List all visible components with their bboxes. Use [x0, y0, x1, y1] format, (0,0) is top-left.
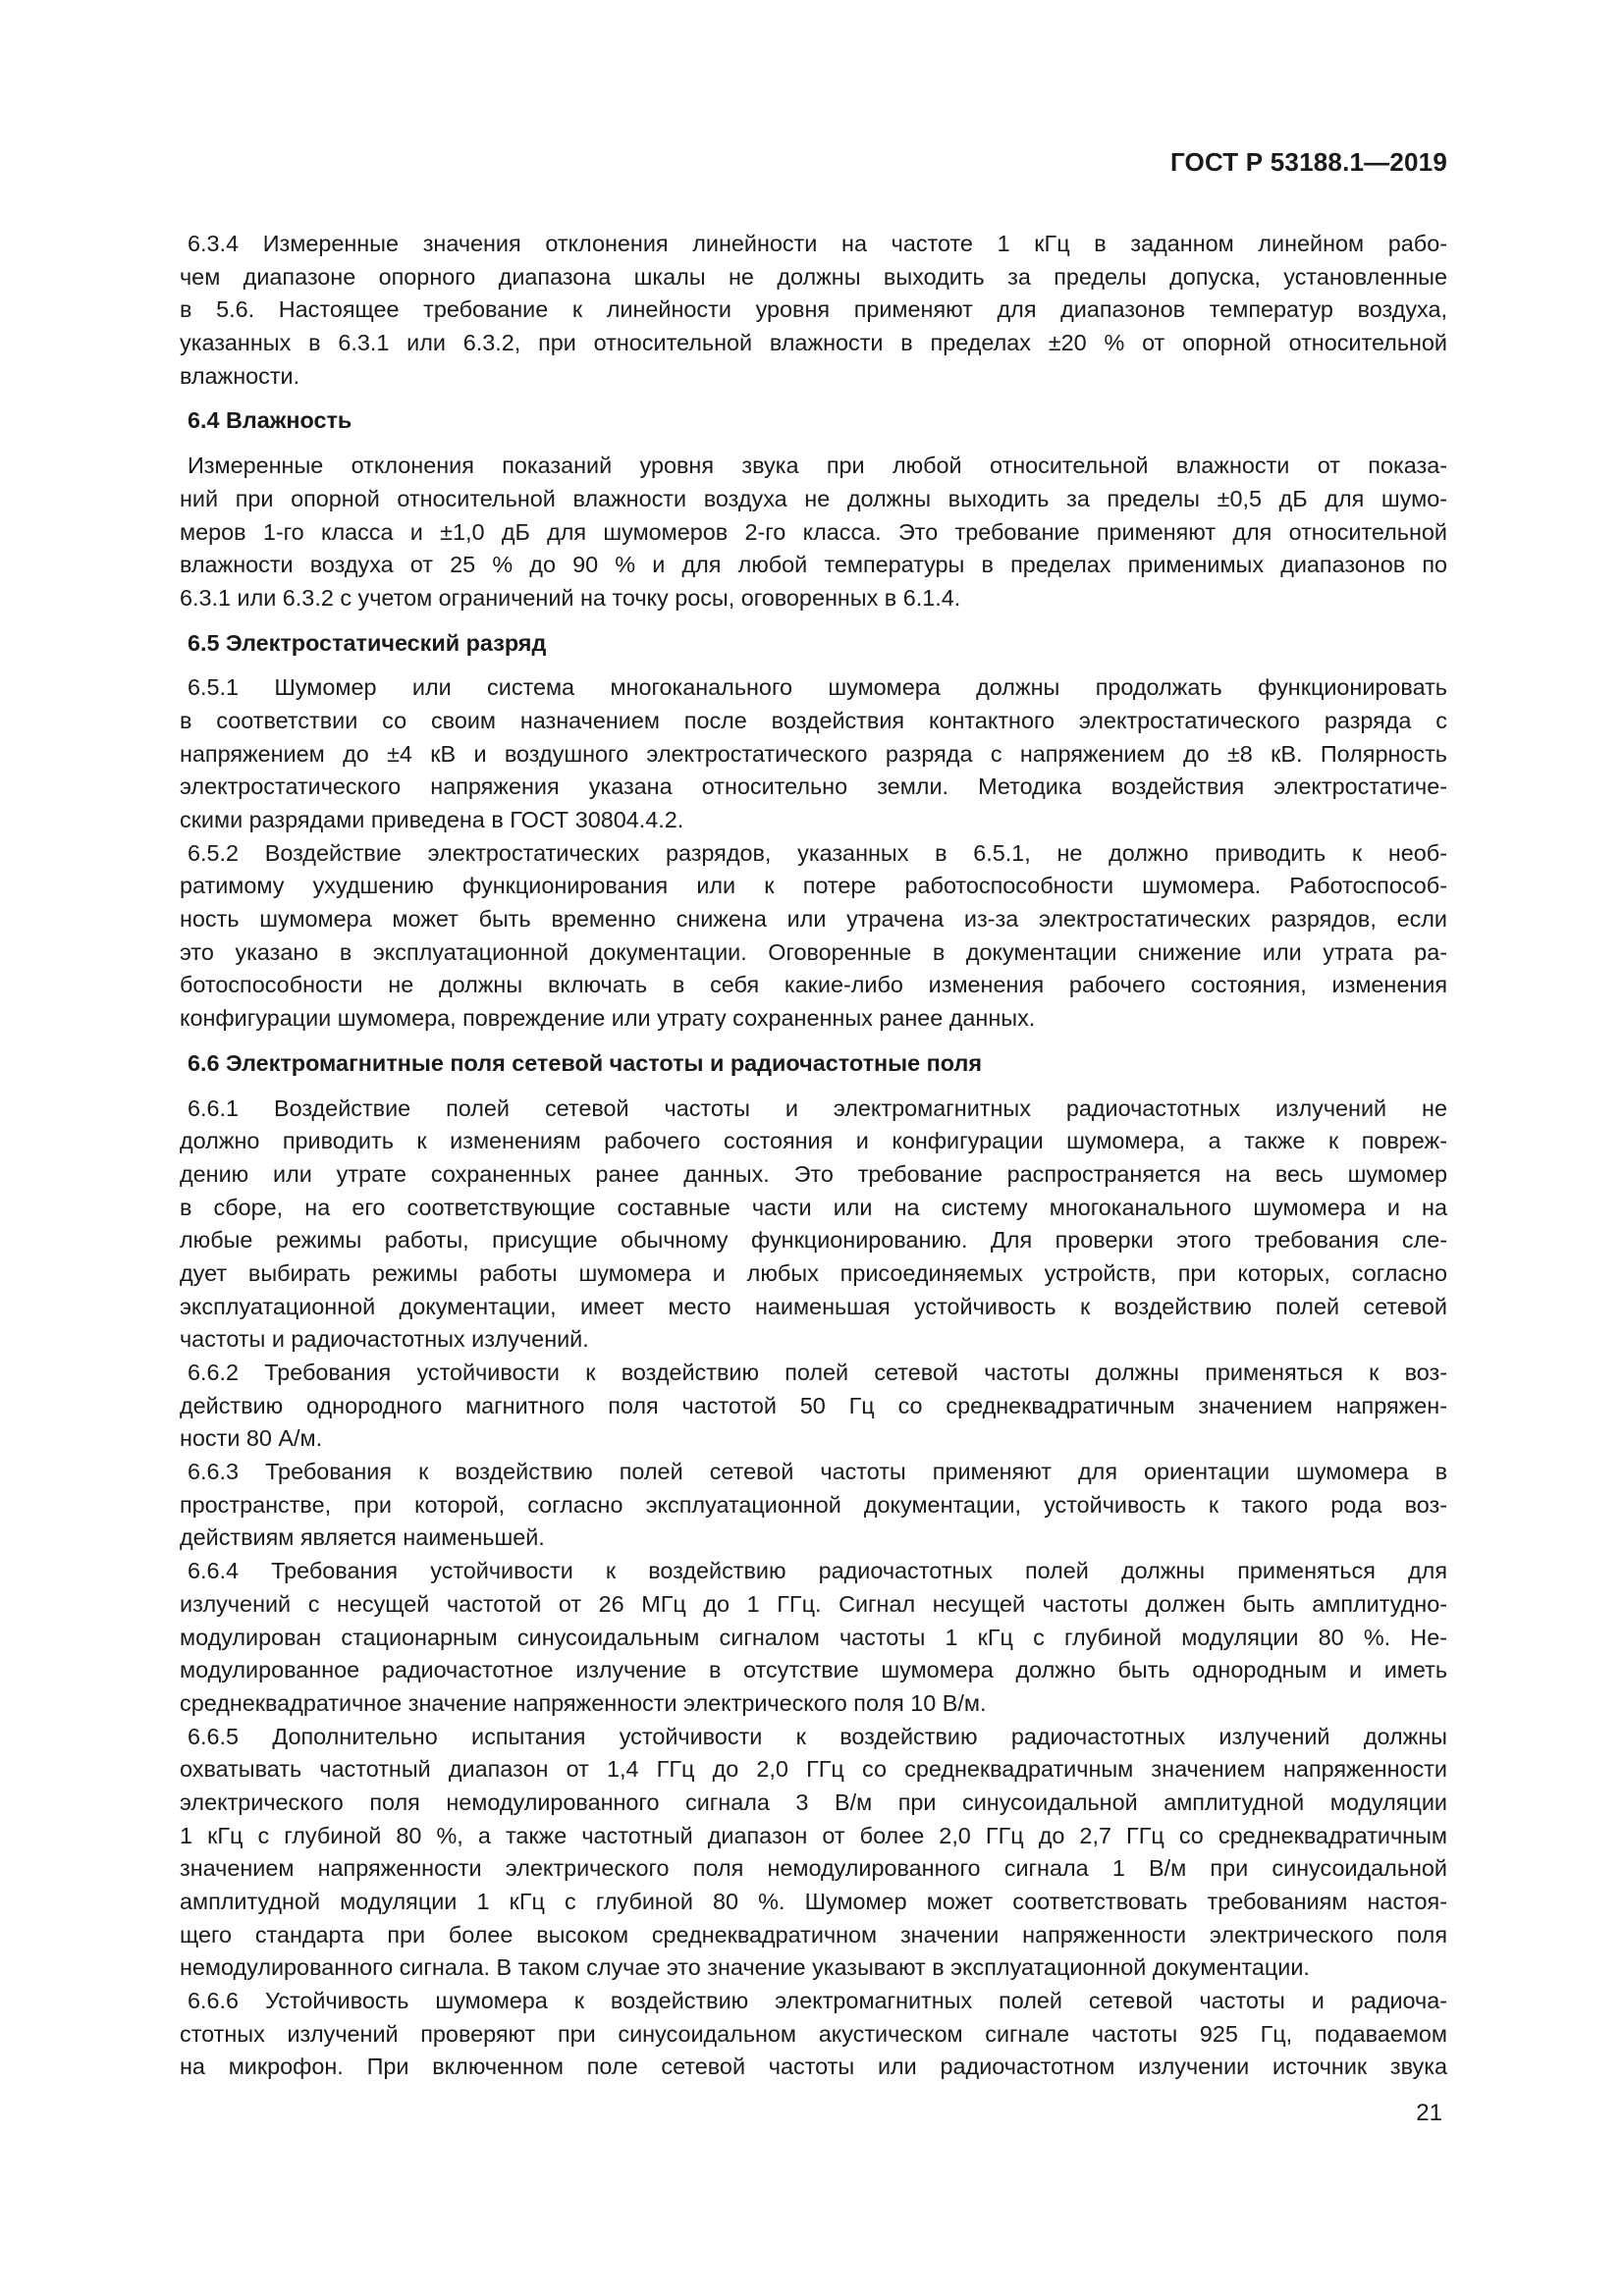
- text-line: в сборе, на его соответствующие составные части или на систему многоканального шумомера и на: [180, 1194, 1447, 1220]
- text-line: в 5.6. Настоящее требование к линейности уровня применяют для диапазонов температур воздуха,: [180, 296, 1447, 323]
- text-line: среднеквадратичное значение напряженности электрического поля 10 В/м.: [180, 1689, 987, 1716]
- text-line: напряжением до ±4 кВ и воздушного электростатического разряда с напряжением до ±8 кВ. Полярность: [180, 740, 1447, 767]
- text-line: должно приводить к изменениям рабочего состояния и конфигурации шумомера, а также к повреж-: [180, 1128, 1447, 1154]
- text-line: указанных в 6.3.1 или 6.3.2, при относительной влажности в пределах ±20 % от опорной относительной: [180, 330, 1447, 356]
- text-line: ности 80 А/м.: [180, 1425, 323, 1452]
- text-line: 6.6.4 Требования устойчивости к воздействию радиочастотных полей должны применяться для: [188, 1558, 1447, 1584]
- text-line: 6.3.4 Измеренные значения отклонения линейности на частоте 1 кГц в заданном линейном рабо-: [188, 231, 1447, 256]
- text-line: любые режимы работы, присущие обычному функционированию. Для проверки этого требования сле-: [180, 1227, 1447, 1254]
- text-line: амплитудной модуляции 1 кГц с глубиной 80 %. Шумомер может соответствовать требованиям настоя-: [180, 1889, 1447, 1915]
- text-line: стотных излучений проверяют при синусоидальном акустическом сигнале частоты 925 Гц, подаваемом: [180, 2020, 1447, 2047]
- text-line: эксплуатационной документации, имеет место наименьшая устойчивость к воздействию полей сетевой: [180, 1293, 1447, 1319]
- text-line: это указано в эксплуатационной документации. Оговоренные в документации снижение или утрата ра-: [180, 938, 1447, 965]
- text-line: действию однородного магнитного поля частотой 50 Гц со среднеквадратичным значением напряжен-: [180, 1392, 1447, 1418]
- text-line: Измеренные отклонения показаний уровня звука при любой относительной влажности от показа-: [188, 453, 1447, 479]
- text-line: меров 1-го класса и ±1,0 дБ для шумомеров 2-го класса. Это требование применяют для относительной: [180, 518, 1447, 545]
- text-line: дению или утрате сохраненных ранее данных. Это требование распространяется на весь шумомер: [180, 1160, 1447, 1187]
- paragraph: [180, 1093, 1447, 1358]
- paragraph: [180, 837, 1447, 1036]
- text-line: излучений с несущей частотой от 26 МГц до 1 ГГц. Сигнал несущей частоты должен быть амплитудно-: [180, 1590, 1447, 1617]
- text-line: электростатического напряжения указана относительно земли. Методика воздействия электростатиче-: [180, 774, 1447, 800]
- text-line: ботоспособности не должны включать в себя какие-либо изменения рабочего состояния, изменения: [180, 972, 1447, 998]
- text-line: модулирован стационарным синусоидальным сигналом частоты 1 кГц с глубиной модуляции 80 %. Не-: [180, 1624, 1447, 1650]
- paragraph: [180, 1555, 1447, 1720]
- text-line: 6.3.1 или 6.3.2 с учетом ограничений на точку росы, оговоренных в 6.1.4.: [180, 584, 961, 611]
- text-line: немодулированного сигнала. В таком случае это значение указывают в эксплуатационной документации.: [180, 1954, 1310, 1981]
- text-line: дует выбирать режимы работы шумомера и любых присоединяемых устройств, при которых, согласно: [180, 1259, 1447, 1286]
- section-heading: 6.4 Влажность: [188, 407, 352, 434]
- paragraph: [180, 1985, 1447, 2084]
- text-line: значением напряженности электрического поля немодулированного сигнала 1 В/м при синусоидальной: [180, 1855, 1447, 1882]
- text-line: ний при опорной относительной влажности воздуха не должны выходить за пределы ±0,5 дБ для шумо-: [180, 485, 1447, 511]
- text-line: ность шумомера может быть временно снижена или утрачена из-за электростатических разрядов, если: [180, 906, 1447, 933]
- page-number: 21: [1416, 2100, 1442, 2126]
- text-line: конфигурации шумомера, повреждение или утрату сохраненных ранее данных.: [180, 1005, 1036, 1032]
- text-line: 6.6.6 Устойчивость шумомера к воздействию электромагнитных полей сетевой частоты и радиоча-: [188, 1988, 1447, 2014]
- text-line: чем диапазоне опорного диапазона шкалы не должны выходить за пределы допуска, установленные: [180, 263, 1447, 290]
- text-line: пространстве, при которой, согласно эксплуатационной документации, устойчивость к такого рода воз-: [180, 1491, 1447, 1518]
- paragraph: [180, 228, 1447, 393]
- text-line: скими разрядами приведена в ГОСТ 30804.4.2.: [180, 807, 684, 833]
- document-body: [180, 228, 1447, 2084]
- text-line: 6.6.2 Требования устойчивости к воздействию полей сетевой частоты должны применяться к воз-: [188, 1360, 1447, 1386]
- standard-id-header: ГОСТ Р 53188.1—2019: [1169, 147, 1447, 177]
- section-heading: 6.6 Электромагнитные поля сетевой частоты и радиочастотные поля: [188, 1049, 982, 1076]
- text-line: 1 кГц с глубиной 80 %, а также частотный диапазон от более 2,0 ГГц до 2,7 ГГц со среднеквадратичным: [180, 1822, 1447, 1848]
- text-line: влажности.: [180, 362, 300, 389]
- text-line: 6.5.1 Шумомер или система многоканального шумомера должны продолжать функционировать: [188, 674, 1447, 701]
- paragraph: [180, 671, 1447, 836]
- paragraph: [180, 1357, 1447, 1456]
- text-line: действиям является наименьшей.: [180, 1524, 545, 1551]
- text-line: 6.6.1 Воздействие полей сетевой частоты и электромагнитных радиочастотных излучений не: [188, 1095, 1447, 1121]
- text-line: 6.6.5 Дополнительно испытания устойчивости к воздействию радиочастотных излучений должны: [188, 1723, 1447, 1749]
- paragraph: [180, 1721, 1447, 1986]
- paragraph: [180, 450, 1447, 614]
- section-heading: 6.5 Электростатический разряд: [188, 629, 547, 656]
- text-line: в соответствии со своим назначением после воздействия контактного электростатического разряда с: [180, 707, 1447, 733]
- paragraph: [180, 1456, 1447, 1555]
- text-line: модулированное радиочастотное излучение в отсутствие шумомера должно быть однородным и иметь: [180, 1657, 1447, 1683]
- text-line: 6.6.3 Требования к воздействию полей сетевой частоты применяют для ориентации шумомера в: [188, 1459, 1447, 1485]
- text-line: электрического поля немодулированного сигнала 3 В/м при синусоидальной амплитудной модуляции: [180, 1789, 1447, 1815]
- text-line: щего стандарта при более высоком среднеквадратичном значении напряженности электрического поля: [180, 1921, 1447, 1948]
- text-line: 6.5.2 Воздействие электростатических разрядов, указанных в 6.5.1, не должно приводить к необ-: [188, 839, 1447, 866]
- text-line: влажности воздуха от 25 % до 90 % и для любой температуры в пределах применимых диапазонов по: [180, 552, 1447, 578]
- text-line: на микрофон. При включенном поле сетевой частоты или радиочастотном излучении источник звука: [180, 2054, 1447, 2080]
- text-line: ратимому ухудшению функционирования или к потере работоспособности шумомера. Работоспособ-: [180, 873, 1447, 899]
- text-line: частоты и радиочастотных излучений.: [180, 1326, 589, 1353]
- text-line: охватывать частотный диапазон от 1,4 ГГц до 2,0 ГГц со среднеквадратичным значением напряженности: [180, 1756, 1447, 1783]
